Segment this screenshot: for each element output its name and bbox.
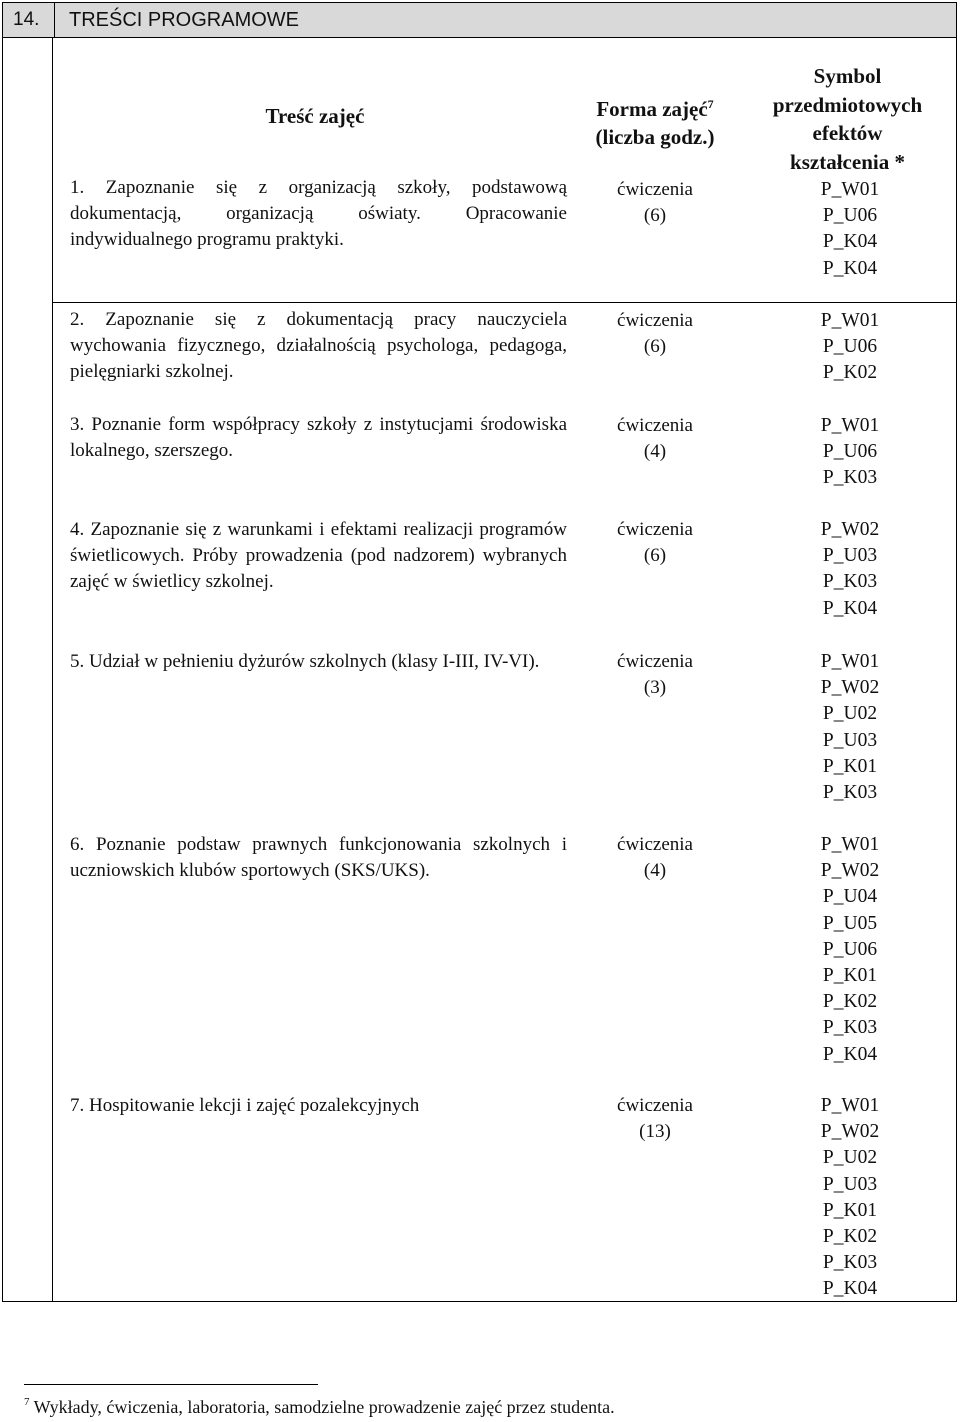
footnote-divider [24,1384,318,1385]
form-type: ćwiczenia [617,651,693,672]
symbol-code: P_K03 [822,1252,878,1274]
footnote-ref: 7 [707,97,714,111]
symbol-code: P_W01 [820,834,880,855]
symbol-code: P_W02 [820,677,880,699]
symbol-code: P_U06 [822,938,878,960]
form-hours: (4) [643,860,667,882]
row-form [585,177,725,229]
form-hours: (4) [643,441,667,463]
symbol-code: P_U03 [822,1173,878,1195]
symbol-code: P_U05 [822,912,878,934]
symbol-code: P_K04 [822,257,878,279]
symbol-code: P_W01 [820,1095,880,1116]
row-content: 5. Udział w pełnieniu dyżurów szkolnych (klasy I-III, IV-VI). [70,651,540,672]
row-content: 4. Zapoznanie się z warunkami i efektami realizacji programów świetlicowych. Próby prowadzenia (pod nadzorem) wybranych zajęć w świetlicy szkolnej. [70,519,567,593]
header-form-line2: (liczba godz.) [595,125,715,149]
footnote-text: Wykłady, ćwiczenia, laboratoria, samodzielne prowadzenie zajęć przez studenta. [29,1397,615,1417]
row-form [585,832,725,884]
symbol-code: P_K03 [822,1017,878,1039]
footnote [24,1396,615,1418]
row-form [585,1093,725,1145]
symbol-code: P_K04 [822,231,878,253]
form-type: ćwiczenia [617,415,693,436]
section-title: TREŚCI PROGRAMOWE [69,9,300,31]
symbol-code: P_U04 [822,886,878,908]
header-form-line1: Forma zajęć [596,97,708,121]
row-content: 6. Poznanie podstaw prawnych funkcjonowania szkolnych i uczniowskich klubów sportowych (SKS/UKS). [70,834,567,882]
symbol-code: P_K01 [822,1199,878,1221]
symbol-code: P_K04 [822,597,878,619]
section-number: 14. [3,3,55,37]
header-symbol [745,62,950,176]
symbol-code: P_W02 [820,519,880,540]
symbol-code: P_W02 [820,860,880,882]
symbol-code: P_W02 [820,1121,880,1143]
section-header [2,2,957,38]
row-content: 3. Poznanie form współpracy szkoły z instytucjami środowiska lokalnego, szerszego. [70,414,567,462]
row-content: 2. Zapoznanie się z dokumentacją pracy nauczyciela wychowania fizycznego, działalnością psychologa, pedagoga, pielęgniarki szkolnej. [70,309,567,383]
symbol-code: P_K02 [822,1226,878,1248]
form-type: ćwiczenia [617,519,693,540]
row-symbols [755,649,945,806]
symbol-code: P_W01 [820,179,880,200]
symbol-code: P_K04 [822,1278,878,1300]
row-separator [52,302,957,303]
header-symbol-line: kształcenia * [790,149,905,174]
row-form [585,517,725,569]
row-symbols [755,832,945,1068]
symbol-code: P_K01 [822,965,878,987]
symbol-code: P_U06 [822,441,878,463]
row-symbols [755,1093,945,1303]
symbol-code: P_W01 [820,310,880,331]
symbol-code: P_K01 [822,755,878,777]
form-hours: (6) [643,336,667,358]
form-type: ćwiczenia [617,179,693,200]
row-form [585,649,725,701]
form-type: ćwiczenia [617,310,693,331]
symbol-code: P_K03 [822,467,878,489]
symbol-code: P_K02 [822,991,878,1013]
form-hours: (6) [643,545,667,567]
row-form [585,413,725,465]
symbol-code: P_K03 [822,782,878,804]
footnote-mark: 7 [24,1396,30,1408]
header-form [580,90,730,151]
symbol-code: P_U02 [822,1147,878,1169]
row-content: 7. Hospitowanie lekcji i zajęć pozalekcyjnych [70,1095,420,1116]
header-content: Treść zajęć [265,104,365,128]
header-symbol-line: przedmiotowych [772,92,923,117]
symbol-code: P_U02 [822,703,878,725]
symbol-code: P_U06 [822,336,878,358]
form-type: ćwiczenia [617,1095,693,1116]
symbol-code: P_W01 [820,415,880,436]
row-symbols [755,413,945,492]
row-content: 1. Zapoznanie się z organizacją szkoły, podstawową dokumentacją, organizacją oświaty. Opracowanie indywidualnego programu praktyki. [70,177,567,251]
row-symbols [755,517,945,622]
header-symbol-line: efektów [812,121,883,145]
header-symbol-line: Symbol [813,64,882,88]
form-hours: (6) [643,205,667,227]
symbol-code: P_K02 [822,362,878,384]
symbol-code: P_U03 [822,545,878,567]
row-symbols [755,308,945,387]
form-type: ćwiczenia [617,834,693,855]
row-symbols [755,177,945,282]
symbol-code: P_U03 [822,729,878,751]
row-form [585,308,725,360]
symbol-code: P_U06 [822,205,878,227]
symbol-code: P_K04 [822,1043,878,1065]
symbol-code: P_K03 [822,571,878,593]
symbol-code: P_W01 [820,651,880,672]
form-hours: (3) [643,677,667,699]
form-hours: (13) [639,1121,671,1143]
table-left-border [52,38,53,1302]
